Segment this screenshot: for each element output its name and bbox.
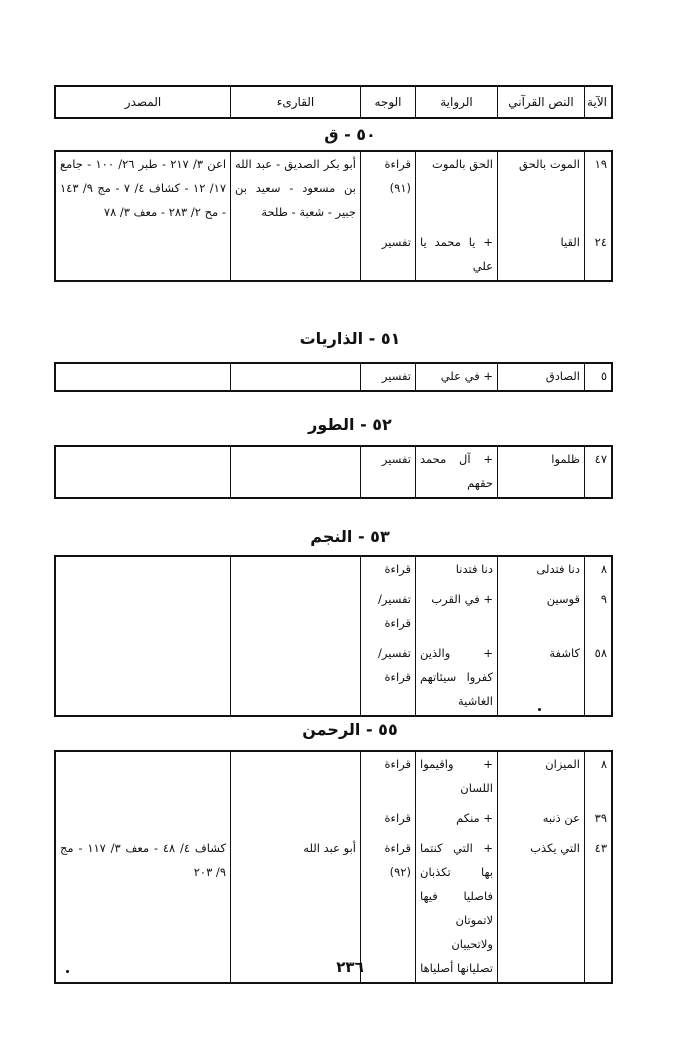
header-quranic-text: النص القرآني xyxy=(498,86,585,118)
header-wajh: الوجه xyxy=(361,86,416,118)
cell-masdar: كشاف ٤/ ٤٨ - معف ٣/ ١١٧ - مج ٩/ ٢٠٣ xyxy=(55,836,231,983)
cell-riwaya: + في القرب xyxy=(416,587,498,641)
cell-nass: الميزان xyxy=(498,751,585,806)
cell-masdar xyxy=(55,751,231,806)
cell-nass: دنا فتدلى xyxy=(498,556,585,587)
cell-masdar xyxy=(55,556,231,587)
cell-qari: أبو عبد الله xyxy=(231,836,361,983)
speck xyxy=(538,708,541,711)
cell-wajh: تفسير/ قراءة xyxy=(361,587,416,641)
surah-title: ٥٣ - النجم xyxy=(310,527,390,546)
cell-wajh: تفسير xyxy=(361,363,416,391)
table-row xyxy=(55,806,612,836)
header-riwaya: الرواية xyxy=(416,86,498,118)
cell-qari xyxy=(231,363,361,391)
table-row xyxy=(55,641,612,716)
cell-wajh: قراءة (٩٢) xyxy=(361,836,416,983)
surah-table xyxy=(54,555,613,717)
cell-riwaya: + يا محمد يا علي xyxy=(416,230,498,281)
cell-qari xyxy=(231,446,361,498)
cell-masdar xyxy=(55,230,231,281)
page-number: ٢٣٦ xyxy=(336,958,364,976)
surah-title: ٥٥ - الرحمن xyxy=(302,720,398,739)
header-ayah: الآية xyxy=(585,86,613,118)
header-qari: القارىء xyxy=(231,86,361,118)
cell-ayah: ٥٨ xyxy=(585,641,613,716)
cell-riwaya: + والذين كفروا سيئاتهم الغاشية xyxy=(416,641,498,716)
cell-wajh: قراءة xyxy=(361,751,416,806)
cell-wajh: تفسير xyxy=(361,446,416,498)
table-row xyxy=(55,587,612,641)
cell-nass: ظلموا xyxy=(498,446,585,498)
cell-ayah: ١٩ xyxy=(585,151,613,230)
cell-ayah: ٤٣ xyxy=(585,836,613,983)
surah-title: ٥٢ - الطور xyxy=(308,415,392,434)
table-row xyxy=(55,230,612,281)
cell-qari xyxy=(231,641,361,716)
table-row xyxy=(55,556,612,587)
cell-wajh: تفسير xyxy=(361,230,416,281)
cell-nass: كاشفة xyxy=(498,641,585,716)
cell-ayah: ٨ xyxy=(585,556,613,587)
cell-wajh: قراءة xyxy=(361,806,416,836)
cell-masdar xyxy=(55,587,231,641)
cell-ayah: ٥ xyxy=(585,363,613,391)
cell-nass: الصادق xyxy=(498,363,585,391)
cell-wajh: تفسير/ قراءة xyxy=(361,641,416,716)
cell-ayah: ٨ xyxy=(585,751,613,806)
cell-riwaya: دنا فتدنا xyxy=(416,556,498,587)
surah-title: ٥١ - الذاريات xyxy=(299,329,401,348)
cell-riwaya: + واقيموا اللسان xyxy=(416,751,498,806)
cell-masdar xyxy=(55,363,231,391)
cell-qari xyxy=(231,230,361,281)
table-row xyxy=(55,363,612,391)
cell-masdar xyxy=(55,641,231,716)
cell-nass: التي يكذب xyxy=(498,836,585,983)
cell-ayah: ٢٤ xyxy=(585,230,613,281)
cell-masdar xyxy=(55,446,231,498)
cell-wajh: قراءة (٩١) xyxy=(361,151,416,230)
cell-nass: القيا xyxy=(498,230,585,281)
cell-riwaya: + في علي xyxy=(416,363,498,391)
table-row xyxy=(55,751,612,806)
cell-masdar xyxy=(55,806,231,836)
surah-table xyxy=(54,150,613,282)
table-row xyxy=(55,151,612,230)
header-source: المصدر xyxy=(55,86,231,118)
cell-riwaya: + منكم xyxy=(416,806,498,836)
cell-riwaya: + التي كنتما بها تكذبان فاصليا فيها لاتموتان ولاتحييان تصليانها أصلياها xyxy=(416,836,498,983)
table-row xyxy=(55,446,612,498)
cell-nass: عن ذنبه xyxy=(498,806,585,836)
cell-ayah: ٤٧ xyxy=(585,446,613,498)
cell-nass: قوسين xyxy=(498,587,585,641)
cell-ayah: ٩ xyxy=(585,587,613,641)
cell-qari xyxy=(231,587,361,641)
cell-qari xyxy=(231,751,361,806)
column-header-table xyxy=(54,85,613,119)
cell-wajh: قراءة xyxy=(361,556,416,587)
cell-qari xyxy=(231,806,361,836)
cell-riwaya: + آل محمد حقهم xyxy=(416,446,498,498)
cell-ayah: ٣٩ xyxy=(585,806,613,836)
surah-table xyxy=(54,445,613,499)
cell-masdar: اعن ٣/ ٢١٧ - طبر ٢٦/ ١٠٠ - جامع ١٧/ ١٢ - كشاف ٤/ ٧ - مج ٩/ ١٤٣ - مح ٢/ ٢٨٣ - معف ٣/ ٧٨ xyxy=(55,151,231,230)
surah-title: ٥٠ - ق xyxy=(324,125,376,144)
cell-qari xyxy=(231,556,361,587)
surah-table xyxy=(54,362,613,392)
cell-nass: الموت بالحق xyxy=(498,151,585,230)
surah-table xyxy=(54,750,613,984)
cell-riwaya: الحق بالموت xyxy=(416,151,498,230)
cell-qari: أبو بكر الصديق - عبد الله بن مسعود - سعيد بن جبير - شعبة - طلحة xyxy=(231,151,361,230)
